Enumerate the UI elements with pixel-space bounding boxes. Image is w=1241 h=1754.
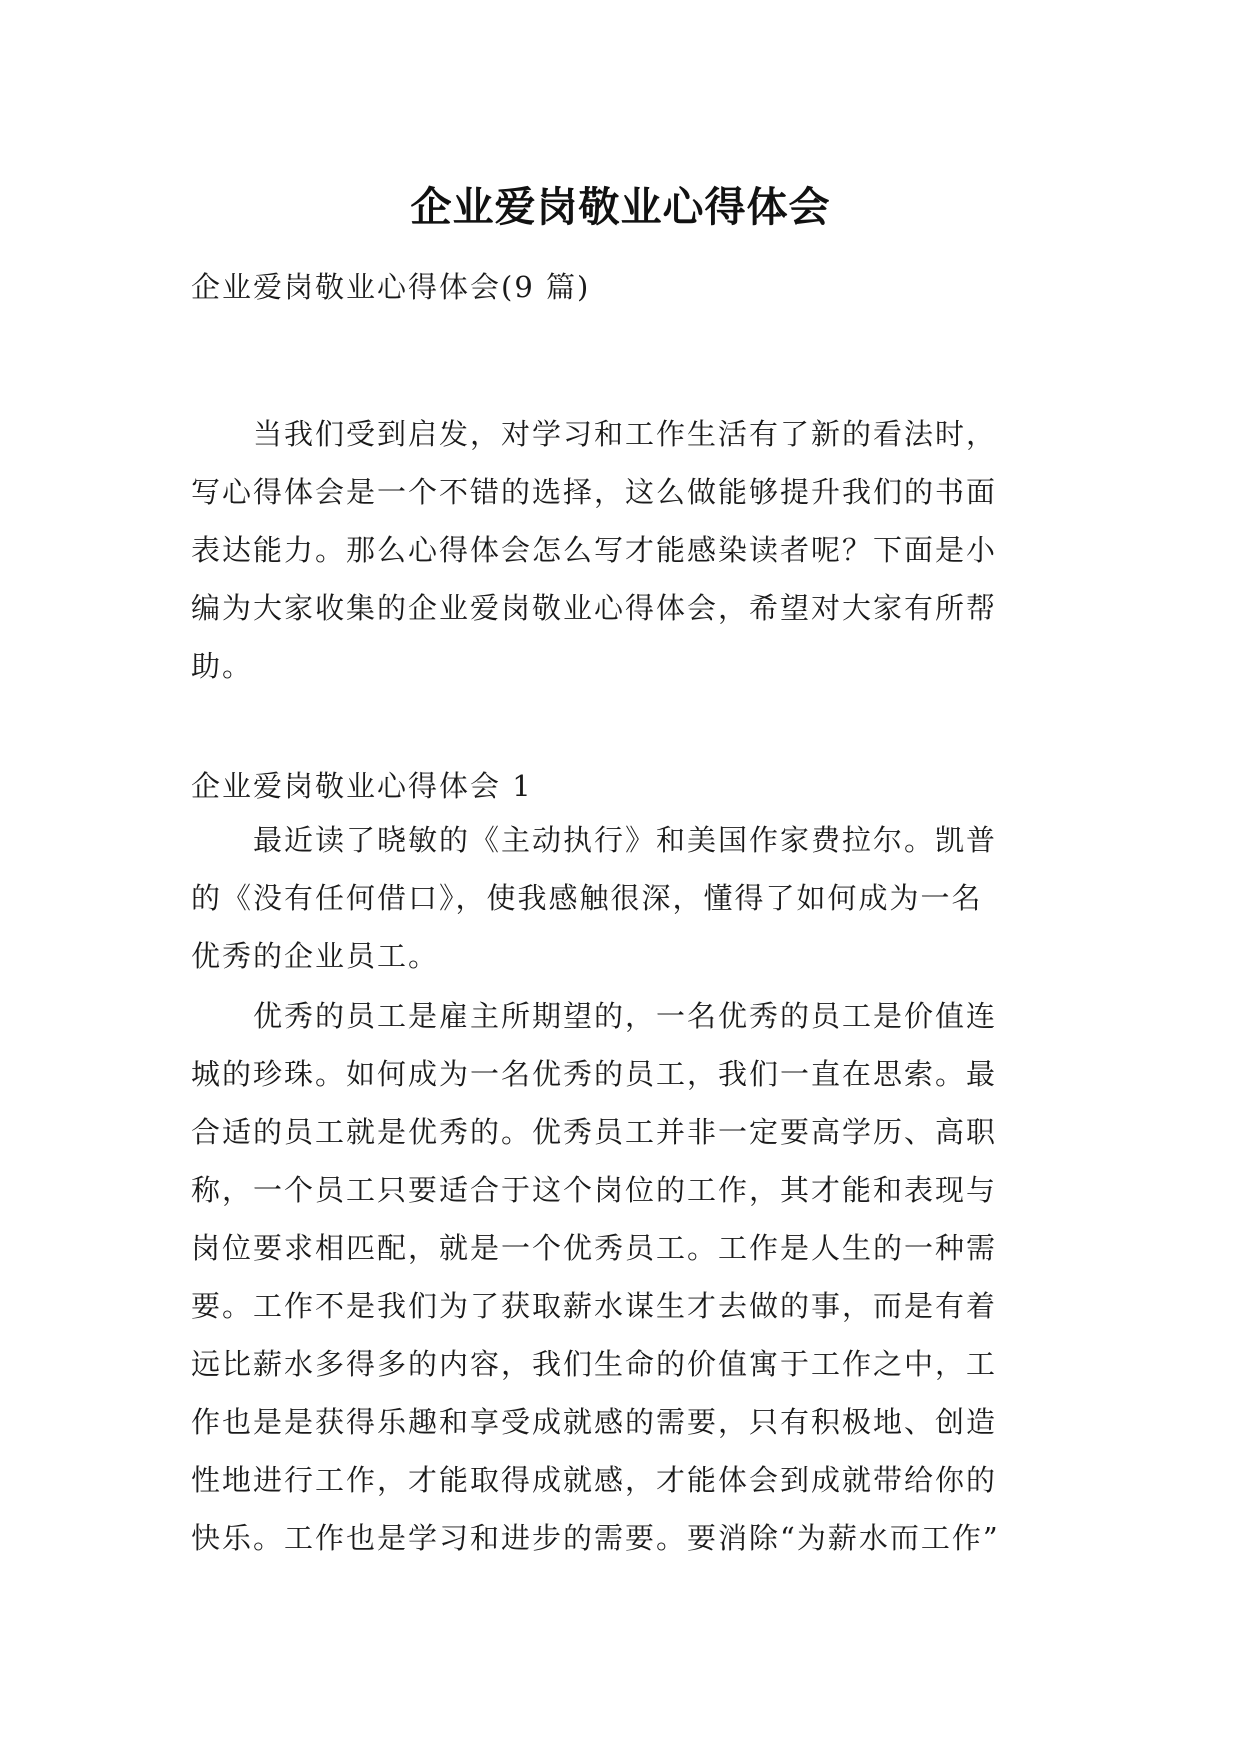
body-paragraph-1	[191, 811, 1053, 985]
text-line: 最近读了晓敏的《主动执行》和美国作家费拉尔。凯普	[191, 823, 998, 857]
section-heading	[191, 757, 1053, 815]
text-line: 写心得体会是一个不错的选择，这么做能够提升我们的书面	[191, 475, 998, 509]
text-line: 优秀的企业员工。	[191, 939, 440, 973]
text-line: 合适的员工就是优秀的。优秀员工并非一定要高学历、高职	[191, 1115, 998, 1149]
text-line: 的《没有任何借口》，使我感触很深，懂得了如何成为一名	[191, 881, 983, 915]
text-line: 表达能力。那么心得体会怎么写才能感染读者呢？下面是小	[191, 533, 998, 567]
text-line: 称，一个员工只要适合于这个岗位的工作，其才能和表现与	[191, 1173, 998, 1207]
text-line: 编为大家收集的企业爱岗敬业心得体会，希望对大家有所帮	[191, 591, 998, 625]
body-paragraph-2	[191, 987, 1053, 1567]
text-line: 城的珍珠。如何成为一名优秀的员工，我们一直在思索。最	[191, 1057, 998, 1091]
text-line: 性地进行工作，才能取得成就感，才能体会到成就带给你的	[191, 1463, 998, 1497]
intro-paragraph	[191, 405, 1053, 695]
text-line: 要。工作不是我们为了获取薪水谋生才去做的事，而是有着	[191, 1289, 998, 1323]
text-line: 助。	[191, 649, 254, 683]
text-line: 作也是是获得乐趣和享受成就感的需要，只有积极地、创造	[191, 1405, 998, 1439]
text-line: 优秀的员工是雇主所期望的，一名优秀的员工是价值连	[191, 999, 998, 1033]
subtitle-line: 企业爱岗敬业心得体会(9 篇)	[191, 270, 591, 304]
text-line: 岗位要求相匹配，就是一个优秀员工。工作是人生的一种需	[191, 1231, 998, 1265]
document-subtitle	[191, 258, 1053, 316]
text-line: 快乐。工作也是学习和进步的需要。要消除“为薪水而工作”	[191, 1521, 1000, 1555]
text-line: 当我们受到启发，对学习和工作生活有了新的看法时，	[191, 417, 998, 451]
text-line: 远比薪水多得多的内容，我们生命的价值寓于工作之中，工	[191, 1347, 998, 1381]
section-heading-line: 企业爱岗敬业心得体会 1	[191, 769, 533, 803]
document-title: 企业爱岗敬业心得体会	[410, 183, 831, 232]
